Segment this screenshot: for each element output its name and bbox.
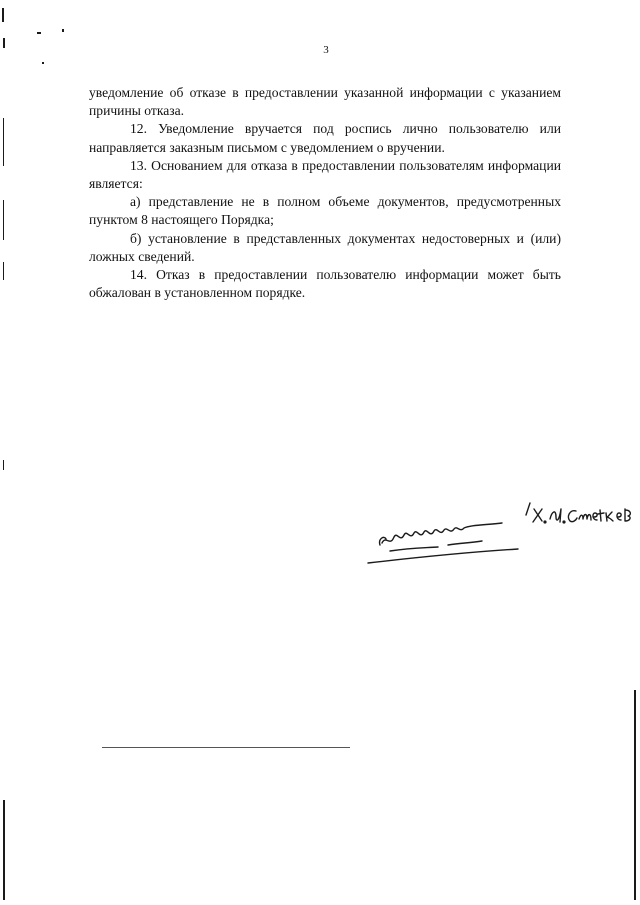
page-number: 3 — [323, 44, 329, 56]
paragraph-13-item-a: а) представление не в полном объеме документов, предусмотренных пунктом 8 настоящего Порядка; — [89, 194, 561, 228]
scan-artifact-mark — [3, 800, 5, 900]
document-body — [89, 84, 561, 302]
scan-artifact-mark — [634, 690, 636, 900]
scan-artifact-mark — [42, 62, 44, 64]
horizontal-rule — [102, 747, 350, 748]
handwritten-signature — [360, 495, 635, 575]
scan-artifact-mark — [3, 118, 4, 166]
paragraph-13-item-b: б) установление в представленных документах недостоверных и (или) ложных сведений. — [89, 230, 561, 264]
scan-artifact-mark — [62, 29, 64, 32]
paragraph-13: 13. Основанием для отказа в предоставлении пользователям информации является: — [89, 157, 561, 192]
scan-artifact-mark — [2, 8, 4, 22]
scan-artifact-mark — [3, 460, 4, 470]
scan-artifact-mark — [3, 200, 4, 240]
paragraph-12: 12. Уведомление вручается под роспись лично пользователю или направляется заказным письмом с уведомлением о вручении. — [89, 121, 561, 155]
paragraph-14: 14. Отказ в предоставлении пользователю информации может быть обжалован в установленном порядке. — [89, 267, 561, 301]
scan-artifact-mark — [37, 32, 41, 34]
scan-artifact-mark — [3, 262, 4, 280]
paragraph-continuation: уведомление об отказе в предоставлении указанной информации с указанием причины отказа. — [89, 85, 561, 119]
